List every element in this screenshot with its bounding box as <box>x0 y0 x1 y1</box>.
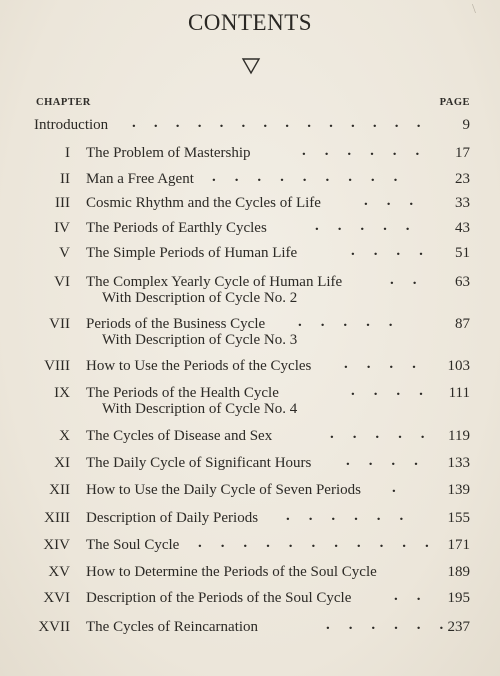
corner-mark: \ <box>472 2 476 17</box>
toc-entry-page: 171 <box>447 537 470 553</box>
chapter-column-header: CHAPTER <box>36 97 91 108</box>
toc-entry <box>30 537 470 555</box>
toc-entry <box>30 590 470 608</box>
toc-leader-dots: . . <box>394 588 429 604</box>
toc-entry <box>30 482 470 500</box>
chapter-number: III <box>55 195 70 211</box>
toc-leader-dots: . . . . . <box>315 218 418 234</box>
toc-entry-page: 23 <box>455 171 470 187</box>
toc-entry <box>30 145 470 163</box>
toc-leader-dots: . . . . . <box>298 314 401 330</box>
chapter-number: VI <box>54 274 70 290</box>
toc-entry-page: 139 <box>447 482 470 498</box>
toc-leader-dots: . . . . <box>351 243 431 259</box>
toc-entry-title: The Periods of the Health Cycle <box>86 385 279 401</box>
toc-entry-page: 237 <box>447 619 470 635</box>
toc-entry <box>30 220 470 238</box>
chapter-number: XVII <box>38 619 70 635</box>
toc-entry-title: How to Use the Periods of the Cycles <box>86 358 312 374</box>
toc-entry-page: 43 <box>455 220 470 236</box>
toc-entry <box>30 619 470 637</box>
toc-entry-title: Description of the Periods of the Soul Cycle <box>86 590 352 606</box>
toc-entry-page: 33 <box>455 195 470 211</box>
toc-entry-title: The Cycles of Reincarnation <box>86 619 259 635</box>
chapter-number: II <box>60 171 70 187</box>
toc-entry-subtitle: With Description of Cycle No. 4 <box>102 401 298 417</box>
toc-entry-title: The Complex Yearly Cycle of Human Life <box>86 274 343 290</box>
toc-leader-dots: . . . . . . . . . <box>212 169 405 185</box>
chapter-number: VIII <box>44 358 70 374</box>
toc-leader-dots: . . . . <box>351 383 431 399</box>
toc-entry-title: The Cycles of Disease and Sex <box>86 428 273 444</box>
toc-entry-title: The Simple Periods of Human Life <box>86 245 298 261</box>
toc-entry-introduction <box>34 117 470 137</box>
toc-entry-subtitle: With Description of Cycle No. 2 <box>102 290 298 306</box>
toc-entry-title: How to Determine the Periods of the Soul Cycle <box>86 564 377 580</box>
toc-entry <box>30 455 470 473</box>
chapter-number: XI <box>54 455 70 471</box>
toc-entry-page: 17 <box>455 145 470 161</box>
chapter-number: X <box>59 428 70 444</box>
toc-entry-title: The Soul Cycle <box>86 537 180 553</box>
page-title: CONTENTS <box>187 10 313 35</box>
toc-leader-dots: . . <box>390 272 425 288</box>
toc-entry <box>30 195 470 213</box>
toc-leader-dots: . . . . . . <box>286 508 411 524</box>
chapter-number: XIII <box>44 510 70 526</box>
toc-entry-title: Cosmic Rhythm and the Cycles of Life <box>86 195 321 211</box>
toc-leader-dots: . <box>392 480 404 496</box>
toc-entry <box>30 510 470 528</box>
toc-entry-page: 189 <box>447 564 470 580</box>
toc-entry-title: Man a Free Agent <box>86 171 194 187</box>
toc-entry <box>30 564 470 582</box>
toc-leader-dots: . . . . . . <box>326 617 451 633</box>
toc-entry <box>30 358 470 376</box>
chapter-number: V <box>59 245 70 261</box>
toc-entry-subtitle: With Description of Cycle No. 3 <box>102 332 298 348</box>
toc-entry-page: 133 <box>447 455 470 471</box>
toc-entry-title: The Periods of Earthly Cycles <box>86 220 267 236</box>
toc-leader-dots: . . . . . <box>330 426 433 442</box>
toc-leader-dots: . . . . <box>344 356 424 372</box>
toc-leader-dots: . . . . . . <box>302 143 427 159</box>
toc-entry-page: 87 <box>455 316 470 332</box>
toc-entry-title: How to Use the Daily Cycle of Seven Periods <box>86 482 361 498</box>
chapter-number: IX <box>54 385 70 401</box>
toc-entry-page: 51 <box>455 245 470 261</box>
chapter-number: XII <box>49 482 70 498</box>
toc-entry-title: Introduction <box>34 117 109 133</box>
toc-entry-title: Description of Daily Periods <box>86 510 259 526</box>
chapter-number: XV <box>48 564 70 580</box>
chapter-number: I <box>65 145 70 161</box>
toc-entry-page: 103 <box>447 358 470 374</box>
page-column-header: PAGE <box>439 97 470 108</box>
toc-leader-dots: . . . . . . . . . . . . . . <box>132 115 428 131</box>
toc-entry-title: The Problem of Mastership <box>86 145 251 161</box>
toc-entry-page: 9 <box>462 117 470 133</box>
toc-entry-page: 195 <box>447 590 470 606</box>
chapter-number: XIV <box>43 537 70 553</box>
toc-entry <box>30 274 470 308</box>
toc-entry-page: 63 <box>455 274 470 290</box>
toc-leader-dots: . . . <box>364 193 421 209</box>
toc-entry-title: Periods of the Business Cycle <box>86 316 266 332</box>
toc-entry-title: The Daily Cycle of Significant Hours <box>86 455 312 471</box>
triangle-ornament-icon <box>241 57 261 75</box>
toc-entry-page: 155 <box>447 510 470 526</box>
toc-entry <box>30 385 470 419</box>
toc-entry-page: 111 <box>448 385 470 401</box>
chapter-number: VII <box>49 316 70 332</box>
toc-leader-dots: . . . . <box>346 453 426 469</box>
toc-entry <box>30 171 470 189</box>
chapter-number: XVI <box>43 590 70 606</box>
toc-entry <box>30 428 470 446</box>
toc-entry <box>30 316 470 350</box>
toc-entry <box>30 245 470 263</box>
toc-leader-dots: . . . . . . . . . . . <box>198 535 437 551</box>
chapter-number: IV <box>54 220 70 236</box>
toc-entry-page: 119 <box>448 428 470 444</box>
